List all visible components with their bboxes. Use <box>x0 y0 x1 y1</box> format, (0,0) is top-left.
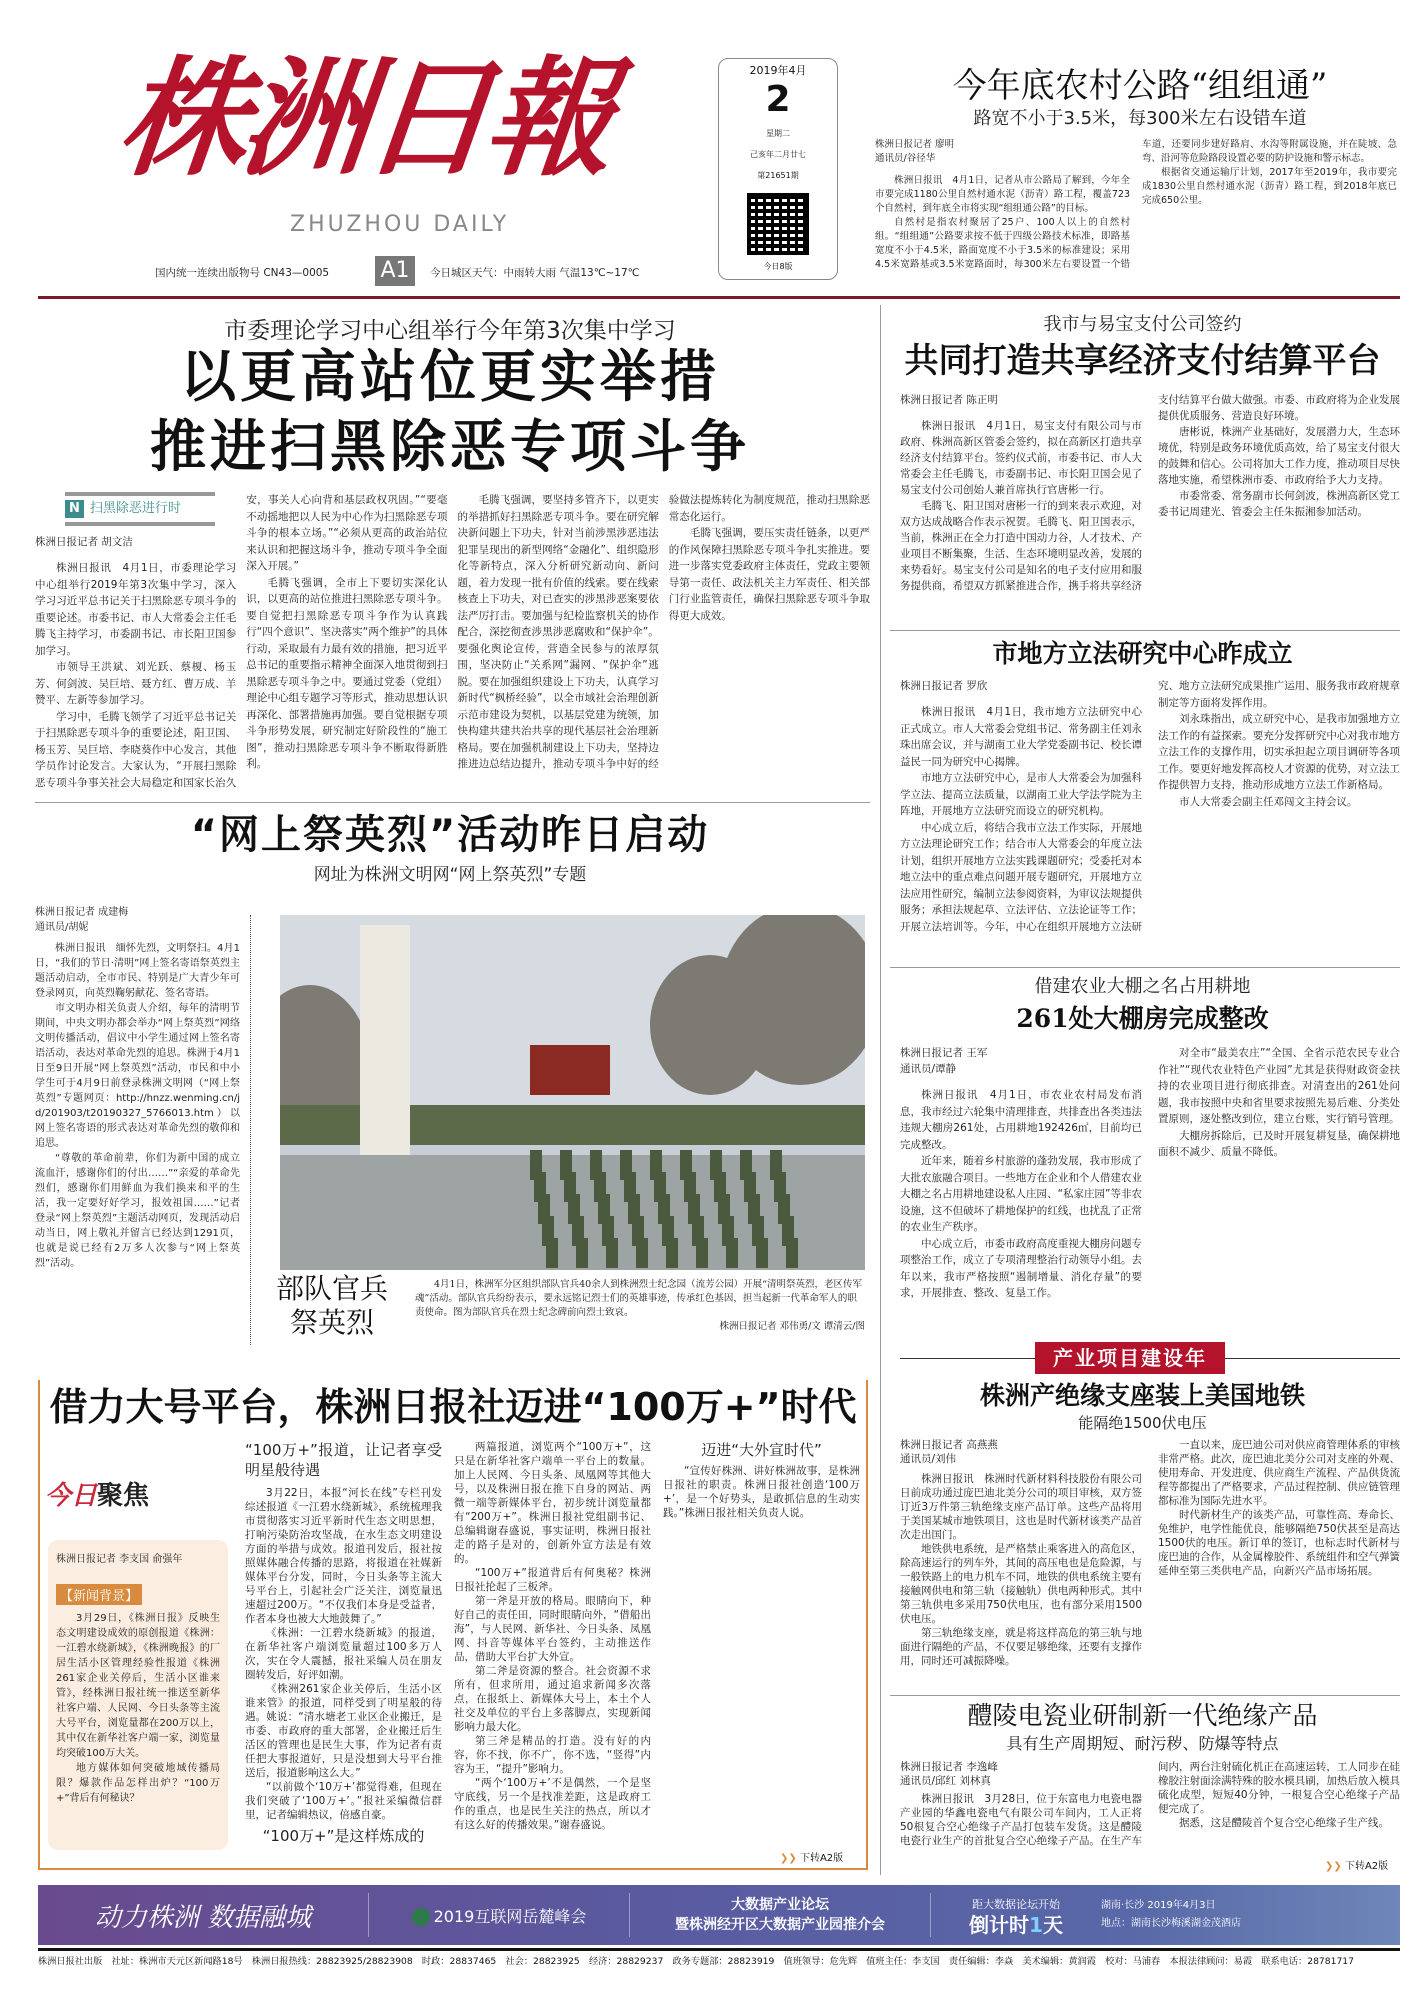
qr-code-icon <box>747 193 809 255</box>
paragraph: 中心成立后，将结合我市立法工作实际，开展地方立法理论研究工作；结合市人大常委会的年度立法计划，组织开展地方立法实践课题研究；受委托对本地立法中的重点难点问题开展专题研究，开展地方立法应用性研究，编制立法参阅资料，为审议法规提供服务；承担法规起草、立法评估、立法论证等工作；开展立法培训等。今年，中心在组织开展地方立法研究、地方立法研究成果推广运用、服务我市政府规章制定等方面将发挥作用。 <box>900 680 1400 933</box>
masthead <box>0 0 1420 300</box>
paragraph: 株洲日报讯 缅怀先烈，文明祭扫。4月1日，“我们的节日·清明”网上签名寄语祭英烈主题活动启动，全市市民、特别是广大青少年可登录网页，向英烈鞠躬献花、签名寄语。 <box>35 943 240 999</box>
feature-title: 借力大号平台，株洲日报社迈进“100万+”时代 <box>49 1385 857 1429</box>
greenhouse-kicker: 借建农业大棚之名占用耕地 <box>1034 976 1251 997</box>
paragraph: 地铁供电系统，是严格禁止乘客进入的高危区，除高速运行的列车外，其间的高压电也是危险源，与一般铁路上的电力机车不同，地铁的供电系统主要有接触网供电和第三轨（接触轨）供电两种形式。其中第三轨供电多采用750伏电压，也有部分采用1500伏电压。 <box>900 1543 1142 1625</box>
paragraph: 株洲日报讯 4月1日，市农业农村局发布消息，我市经过六轮集中清理排查，共排查出各类违法违规大棚房261处，占用耕地192426㎡，目前均已完成整改。 <box>900 1089 1142 1151</box>
feature-body <box>245 1440 860 1848</box>
paragraph: 市委常委、常务副市长何剑波，株洲高新区党工委书记周建光、管委会主任朱振湘参加活动。 <box>1158 490 1400 518</box>
ad-forum: 大数据产业论坛 暨株洲经开区大数据产业园推介会 <box>675 1897 885 1933</box>
background-label: 【新闻背景】 <box>56 1584 142 1605</box>
lunar-date: 己亥年二月廿七 <box>750 150 806 159</box>
byline: 株洲日报记者 陈正明 <box>900 394 998 406</box>
continued-link[interactable]: ❯❯ 下转A2版 <box>780 1853 844 1864</box>
paragraph: 毛腾飞强调，要压实责任链条，以更严的作风保障扫黑除恶专项斗争扎实推进。要进一步落实党委政府主体责任，党政主要领导第一责任、政法机关主力军责任、相关部门行业监管责任，确保扫黑除恶专项斗争取得更大成效。 <box>668 527 870 622</box>
paragraph: 市人大常委会副主任邓闯文主持会议。 <box>1179 795 1358 808</box>
subheading: 迈进“大外宣时代” <box>701 1441 822 1459</box>
ad-countdown: 距大数据论坛开始 倒计时1天 <box>969 1898 1063 1937</box>
paragraph: 株洲日报讯 4月1日，市委理论学习中心组举行2019年第3次集中学习，深入学习习近平总书记关于扫黑除恶专项斗争的重要论述。市委书记、市人大常委会主任毛腾飞主持学习，市委副书记、市长阳卫国参加学习。 <box>35 562 237 657</box>
yibao-kicker: 我市与易宝支付公司签约 <box>1043 314 1242 335</box>
paragraph: 根据省交通运输厅计划，2017年至2019年，我市要完成1830公里自然村通水泥（沥青）路工程，到2018年底已完成650公里。 <box>1142 167 1397 206</box>
lead-kicker: 市委理论学习中心组举行今年第3次集中学习 <box>224 318 676 344</box>
paragraph: 据悉，这是醴陵首个复合空心绝缘子生产线。 <box>1179 1817 1389 1829</box>
paragraph: “两个‘100万+’不是偶然，一个是坚守底线，另一个是找准差距，这是政府工作的重点，也是民生关注的热点，所以才有这么好的传播效果。”谢春盛说。 <box>454 1777 651 1831</box>
section-tag-label: 扫黑除恶进行时 <box>89 501 181 516</box>
soldier <box>636 1238 648 1268</box>
ad-slogan: 动力株洲 数据融城 <box>94 1902 312 1933</box>
byline: 株洲日报记者 李支国 俞强年 <box>56 1554 183 1565</box>
ad-banner[interactable] <box>38 1885 1400 1945</box>
paragraph: 毛腾飞强调，要坚持多管齐下，以更实的举措抓好扫黑除恶专项斗争。要在研究解决新问题上下功夫，针对当前涉黑涉恶违法犯罪呈现出的新型网络“金融化”、组织隐形化等新特点，深入分析研究新动向、新问题，着力发现一批有价值的线索。要在线索核查上下功夫，对已查实的涉黑涉恶案要依法严厉打击。要加强与纪检监察机关的协作配合，深挖彻查涉黑涉恶腐败和“保护伞”。要强化舆论宣传，营造全民参与的浓厚氛围，坚决防止“关系网”漏网、“保护伞”逃脱。要在加强组织建设上下功夫，认真学习新时代“枫桥经验”，以全市域社会治理创新示范市建设为契机，以基层党建为统领，加快构建共建共治共享的现代基层社会治理新格局。要在加强机制建设上下功夫，坚持边推进边总结边提升，推动专项斗争中好的经验做法提炼转化为制度规范，推动扫黑除恶常态化运行。 <box>457 494 870 770</box>
paragraph: 《株洲261家企业关停后，生活小区谁来管》的报道，同样受到了明星般的待遇。姚说：“清水塘老工业区企业搬迁，是市委、市政府的重大部署，企业搬迁后生活区的管理也是民生大事，作为记者有责任把大事报道好，只是没想到大号平台推送后，报道影响这么大。” <box>245 1683 442 1779</box>
paragraph: 株洲日报讯 4月1日，我市地方立法研究中心正式成立。市人大常委会党组书记、常务副主任刘永珠出席会议，并与湖南工业大学党委副书记、校长谭益民一同为研究中心揭牌。 <box>900 706 1142 768</box>
paragraph: “宣传好株洲、讲好株洲故事，是株洲日报社的职责。株洲日报社创造‘100万+’，是一个好势头，是敢抓信息的生动实践。”株洲日报社相关负责人说。 <box>663 1465 860 1519</box>
arrow-icon: ❯❯ <box>780 1853 797 1864</box>
paragraph: 株洲日报讯 4月1日，易宝支付有限公司与市政府、株洲高新区管委会签约，拟在高新区打造共享经济支付结算平台。签约仪式前，市委书记、市人大常委会主任毛腾飞，市委副书记、市长阳卫国会见了易宝支付公司创始人兼首席执行官唐彬一行。 <box>900 420 1142 496</box>
divider <box>890 967 1400 968</box>
issn: 国内统一连续出版物号 CN43—0005 <box>155 267 330 279</box>
ad-summit: 2019互联网岳麓峰会 <box>369 1904 629 1927</box>
dotted-divider <box>250 915 251 1345</box>
byline: 株洲日报记者 成建梅 通讯员/胡妮 <box>35 907 129 933</box>
paragraph: 第二斧是资源的整合。社会资源不求所有，但求所用，通过追求新闻多次落点，在报纸上、新媒体大号上，本土个人社交及单位的平台上多落脚点，实现新闻影响力最大化。 <box>454 1665 651 1733</box>
liling-subtitle: 具有生产周期短、耐污秽、防爆等特点 <box>1006 1734 1279 1753</box>
yibao-body <box>900 392 1400 624</box>
background-box <box>48 1540 228 1850</box>
divider <box>890 1695 1400 1696</box>
memorial-title: “网上祭英烈”活动昨日启动 <box>190 812 710 858</box>
date-year-month: 2019年4月 <box>746 62 811 78</box>
date-day: 2 <box>765 79 791 120</box>
section-tag <box>65 492 215 526</box>
byline: 株洲日报记者 廖明 <box>875 139 955 150</box>
paragraph: “尊敬的革命前辈，你们为新中国的成立流血汗，感谢你们的付出……”“亲爱的革命先烈们，感谢你们用鲜血为我们换来和平的生活，我一定要好好学习，报效祖国……”记者登录“网上祭英烈”主题活动网页，发现活动启动当日，网上敬礼并留言已经达到1291页，也就是说已经有2万多人次参与“网上祭英烈”活动。 <box>35 1153 240 1269</box>
weather: 今日城区天气：中雨转大雨 气温13℃~17℃ <box>430 267 640 279</box>
paragraph: 近年来，随着乡村旅游的蓬勃发展，我市形成了大批农旅融合项目。一些地方在企业和个人借建农业大棚之名占用耕地建设私人庄园、“私家庄园”等非农设施，这不但破坏了耕地保护的红线，也扰乱了正常的农业生产秩序。 <box>900 1155 1142 1233</box>
soldier <box>606 1238 618 1268</box>
paragraph: 自然村是指农村聚居了25户、100人以上的自然村组。“组组通”公路要求按不低于四级公路技术标准，即路基宽度不小于4.5米，路面宽度不小于3.5米的标准建设；采用4.5米宽路基或3.5米宽路面时，每300米左右要设置一个错车道，还要同步建好路肩、水沟等附属设施，并在陡坡、急弯、沿河等危险路段设置必要的防护设施和警示标志。 <box>875 139 1397 270</box>
byline: 株洲日报记者 王军 通讯员/谭静 <box>900 1047 988 1075</box>
paragraph: 株洲日报讯 3月28日，位于东富电力电瓷电器产业园的华鑫电瓷电气有限公司车间内，工人正将50根复合空心绝缘子产品打包装车发货。这是醴陵电瓷行业生产的首批复合空心绝缘子产品。在生产车间内，两台注射硫化机正在高速运转，工人同步在硅橡胶注射面涂满特殊的胶水模具刷，加热后放入模具硫化成型，短短40分钟，一根复合空心绝缘子产品便完成了。 <box>900 1761 1400 1847</box>
english-name: ZHUZHOU DAILY <box>290 212 510 237</box>
industry-subtitle: 能隔绝1500伏电压 <box>1078 1414 1207 1432</box>
yibao-title: 共同打造共享经济支付结算平台 <box>904 341 1381 381</box>
continued-link[interactable]: ❯❯ 下转A2版 <box>1325 1861 1389 1872</box>
paragraph: 唐彬说，株洲产业基础好，发展潜力大，生态环境优，特别是政务环境优质高效，给了易宝支付很大的鼓舞和信心。公司将加大工作力度，推动项目尽快落地实施，希望株洲市委、市政府给予大力支持。 <box>1158 426 1400 486</box>
soldier <box>786 1238 798 1268</box>
lead-title-line-1: 以更高站位更实举措 <box>180 345 720 410</box>
greenhouse-title: 261处大棚房完成整改 <box>1016 1004 1269 1033</box>
paragraph: 对全市“最美农庄”“全国、全省示范农民专业合作社”“现代农业特色产业园”尤其是获得财政资金扶持的农业项目进行彻底排查。对清查出的261处问题，我市按照中央和省里要求按照先易后难、分类处置原则，逐处整改到位，建立台账，实行销号管理。 <box>1158 1047 1400 1125</box>
masthead-rule <box>38 296 1400 299</box>
paragraph: 时代新材生产的该类产品，可靠性高、寿命长、免维护，电学性能优良，能够隔绝750伏甚至是高达1500伏的电压。新订单的签订，也标志时代新材与庞巴迪的合作，从金属橡胶件、系统组件和空气弹簧延伸至第三类供电产品，向新兴产品市场拓展。 <box>1158 1509 1400 1577</box>
monument <box>360 925 410 1155</box>
column-divider <box>880 305 881 1875</box>
top-story-title: 今年底农村公路“组组通” <box>952 66 1328 106</box>
paragraph: 地方媒体如何突破地域传播局限？爆款作品怎样出炉？“100万+”背后有何秘诀？ <box>56 1763 220 1804</box>
paragraph: 毛腾飞强调，全市上下要切实深化认识，以更高的站位推进扫黑除恶专项斗争。要自觉把扫黑除恶专项斗争作为认真践行“四个意识”、坚决落实“两个维护”的具体行动，采取最有力最有效的措施，把习近平总书记的重要指示精神全面深入地贯彻到扫黑除恶专项斗争之中。要通过党委（党组）理论中心组专题学习等形式，推动思想认识再深化、部署措施再加强。要自觉根据专项斗争形势发展，研究制定好阶段性的“施工图”，推动扫黑除恶专项斗争不断取得新胜利。 <box>246 576 448 770</box>
paragraph: 株洲日报讯 4月1日，记者从市公路局了解到，今年全市要完成1180公里自然村通水泥（沥青）路工程，覆盖723个自然村，到年底全市将实现“组组通公路”的目标。 <box>875 175 1130 214</box>
date-box <box>718 58 838 280</box>
paragraph: 大棚房拆除后，已及时开展复耕复垦，确保耕地面积不减少、质量不降低。 <box>1158 1129 1400 1158</box>
legislation-title: 市地方立法研究中心昨成立 <box>992 639 1293 668</box>
liling-title: 醴陵电瓷业研制新一代绝缘产品 <box>967 1701 1318 1730</box>
section-tag-icon: N <box>65 500 84 518</box>
photo-caption: 4月1日，株洲军分区组织部队官兵40余人到株洲烈士纪念园（流芳公园）开展“清明祭英烈，老区传军魂”活动。部队官兵纷纷表示，要永远铭记烈士们的英雄事迹，传承红色基因，担当起新一代革命军人的职责使命。图为部队官兵在烈士纪念碑前向烈士致哀。 株洲日报记者 邓伟勇/文 谭清云/图 <box>415 1279 865 1332</box>
newspaper-logo: 株洲日報 <box>112 44 616 194</box>
greenhouse-body <box>900 1045 1400 1333</box>
byline: 株洲日报记者 罗欣 <box>900 680 988 692</box>
industry-body <box>900 1438 1400 1690</box>
soldier <box>546 1238 558 1268</box>
summit-logo-icon <box>412 1908 430 1926</box>
footer-rule <box>38 1948 1400 1951</box>
soldier <box>666 1238 678 1268</box>
lead-body <box>35 492 870 794</box>
soldier <box>756 1238 768 1268</box>
byline: 株洲日报记者 李逸峰 通讯员/邱红 刘林真 <box>900 1761 998 1787</box>
news-photo <box>280 915 865 1270</box>
paragraph: 中心成立后，市委市政府高度重视大棚房问题专项整治工作，成立了专项清理整治行动领导小组。去年以来，我市严格按照“遏制增量、消化存量”的要求，开展排查、整改、复垦工作。 <box>900 1237 1142 1299</box>
soldier <box>696 1238 708 1268</box>
paragraph: 学习中，毛腾飞领学了习近平总书记关于扫黑除恶专项斗争的重要论述，阳卫国、杨玉芳、吴巨培、李晓葵作中心发言，其他学员作讨论发言。大家认为，“开展扫黑除恶专项斗争事关社会大局稳定和国家长治久安，事关人心向背和基层政权巩固。”“要毫不动摇地把以人民为中心作为扫黑除恶专项斗争的根本立场。”“必须从更高的政治站位来认识和把握这场斗争，推动专项斗争全面深入开展。” <box>35 494 448 789</box>
paragraph: 市地方立法研究中心，是市人大常委会为加强科学立法、提高立法质量，以湖南工业大学法学院为主阵地，开展地方立法研究而设立的研究机构。 <box>900 772 1142 817</box>
section-banner: 产业项目建设年 <box>1035 1342 1225 1374</box>
paragraph: 刘永珠指出，成立研究中心，是我市加强地方立法工作的有益探索。要充分发挥研究中心对我市地方立法工作的支撑作用，切实承担起立项目调研等各项工作。要更好地发挥高校人才资源的优势，对立法工作提供智力支持，推动形成地方立法工作新格局。 <box>1158 713 1400 791</box>
paragraph: 3月29日，《株洲日报》反映生态文明建设成效的原创报道《株洲：一江碧水绕新城》，《株洲晚报》的厂居生活小区管理经验性报道《株洲261家企业关停后，生活小区谁来管》，经株洲日报社统一推送至新华社客户端、人民网、今日头条等主流大号平台，浏览量都在200万以上，其中仅在新华社客户端一家，浏览量均突破100万大关。 <box>56 1613 220 1759</box>
paragraph: 株洲日报讯 株洲时代新材料科技股份有限公司日前成功通过庞巴迪北美分公司的项目审核，双方签订近3万件第三轨绝缘支座产品订单。这些产品将用于美国某城市地铁项目，这也是时代新材该类产品首次走出国门。 <box>900 1473 1142 1541</box>
paragraph: 《株洲：一江碧水绕新城》的报道，在新华社客户端浏览量超过100多万人次，实在令人震撼，报社采编人员在朋友圈转发后，好评如潮。 <box>245 1627 442 1681</box>
paragraph: 3月22日，本报“河长在线”专栏刊发综述报道《一江碧水绕新城》，系统梳理我市贯彻落实习近平新时代生态文明思想，打响污染防治攻坚战，在水生态文明建设方面的举措与成效。报道刊发后，报社按照媒体融合传播的思路，将报道在社媒新媒体平台分发，同时，今日头条等主流大号平台上，引起社会广泛关注，浏览量迅速超过200万。“不仅我们本身是受益者，作者本身也被大大地鼓舞了。” <box>245 1487 442 1625</box>
paragraph: 毛腾飞、阳卫国对唐彬一行的到来表示欢迎，对双方达成战略合作表示祝贺。毛腾飞、阳卫国表示，当前，株洲正在全力打造中国动力谷，人才技术、产业项目不断集聚，生活、生态环境明显改善，发展的来势看好。易宝支付公司是知名的电子支付应用和服务提供商，希望双方抓紧推进合作，携手将共享经济支付结算平台做大做强。市委、市政府将为企业发展提供优质服务、营造良好环境。 <box>900 394 1400 592</box>
paragraph: 市领导王洪斌、刘光跃、蔡榎、杨玉芳、何剑波、吴巨培、聂方红、曹万成、羊赞平、左新等参加学习。 <box>35 661 237 706</box>
paragraph: “100万+”报道背后有何奥秘？株洲日报社抡起了三板斧。 <box>454 1567 651 1593</box>
arrow-icon: ❯❯ <box>1325 1861 1342 1872</box>
paragraph: “以前做个‘10万+’都觉得难，但现在我们突破了‘100万+’。”报社采编微信群里，记者编辑热议，倍感自豪。 <box>245 1781 442 1821</box>
top-story-body <box>875 138 1397 288</box>
issue-number: 第21651期 <box>757 171 799 180</box>
paragraph: 第一斧是开放的格局。眼睛向下，种好自己的责任田，同时眼睛向外，“借船出海”，与人民网、新华社、今日头条、凤凰网、抖音等媒体平台签约，主动推送作品，借助大平台扩大外宣。 <box>454 1595 651 1663</box>
photo-title: 部队官兵 祭英烈 <box>275 1272 388 1339</box>
paragraph: 两篇报道，浏览两个“100万+”，这只是在新华社客户端单一平台上的数量。加上人民网、今日头条、凤凰网等其他大号，以及株洲日报在推下自身的网站、两微一端等新媒体平台，初步统计浏览量都有“200万+”。株洲日报社党组副书记、总编辑谢春盛说，事实证明，株洲日报社走的路子是对的，创新外宣方法是有效的。 <box>454 1441 651 1565</box>
soldier <box>726 1238 738 1268</box>
ad-place: 湖南·长沙 2019年4月3日 地点：湖南长沙梅溪湖金茂酒店 <box>1101 1900 1241 1929</box>
paragraph: 一直以来，庞巴迪公司对供应商管理体系的审核非常严格。此次，庞巴迪北美分公司对支座的外观、使用寿命、开发进度、供应商生产流程、产品供货流程等都提出了严格要求，产品过程控制、供应链管理都标准为国际先进水平。 <box>1158 1439 1400 1507</box>
page-number: A1 <box>375 256 415 286</box>
soldier <box>576 1238 588 1268</box>
lead-title-line-2: 推进扫黑除恶专项斗争 <box>150 415 750 480</box>
page-count: 今日8版 <box>763 262 793 271</box>
subheading: “100万+”报道，让记者享受明星般待遇 <box>245 1441 442 1479</box>
weekday: 星期二 <box>766 129 790 138</box>
feature-section-logo: 今日聚焦 <box>45 1481 150 1511</box>
byline: 株洲日报记者 高燕燕 通讯员/刘伟 <box>900 1439 998 1465</box>
memorial-subtitle: 网址为株洲文明网“网上祭英烈”专题 <box>313 865 587 885</box>
byline: 通讯员/谷径华 <box>875 153 936 164</box>
memorial-body <box>35 905 240 1365</box>
industry-title: 株洲产绝缘支座装上美国地铁 <box>979 1381 1305 1410</box>
paragraph: 第三轨绝缘支座，就是将这样高危的第三轨与地面进行隔绝的产品，不仅要足够绝缘，还要有支撑作用，同时还可减振降噪。 <box>900 1627 1142 1667</box>
footer-info: 株洲日报社出版 社址：株洲市天元区新闻路18号 株洲日报热线：28823925/28823908 时政：28837465 社会：28823925 经济：28829237 政务专题部：28823919 值班领导：危先辉 值班主任：李支国 责任编辑：李焱 美术编辑：黄润霞 校对：马浦春 本报法律顾问：易霞 联系电话：28781717 <box>38 1956 1354 1967</box>
divider <box>890 630 1400 631</box>
byline: 株洲日报记者 胡文洁 <box>35 536 133 548</box>
divider <box>35 802 870 803</box>
legislation-body <box>900 678 1400 962</box>
liling-body <box>900 1760 1400 1854</box>
top-story-subtitle: 路宽不小于3.5米，每300米左右设错车道 <box>973 108 1307 129</box>
paragraph: 市文明办相关负责人介绍，每年的清明节期间，中央文明办都会举办“网上祭英烈”网络文明传播活动，倡议中小学生通过网上签名寄语活动，表达对革命先烈的追思。株洲于4月1日至9日开展“网上祭英烈”活动，市民和中小学生可于4月9日前登录株洲文明网（“网上祭英烈”专题网页：http://hnzz.wenming.cn/jd/201903/t20190327_5766013.htm）以网上签名寄语的形式表达对革命先烈的敬仰和追思。 <box>35 1003 240 1149</box>
paragraph: 第三斧是精品的打造。没有好的内容，你不找，你不广，你不选，“竖得”内容为王，“提升”影响力。 <box>454 1735 651 1775</box>
subheading: “100万+”是这样炼成的 <box>262 1827 425 1845</box>
